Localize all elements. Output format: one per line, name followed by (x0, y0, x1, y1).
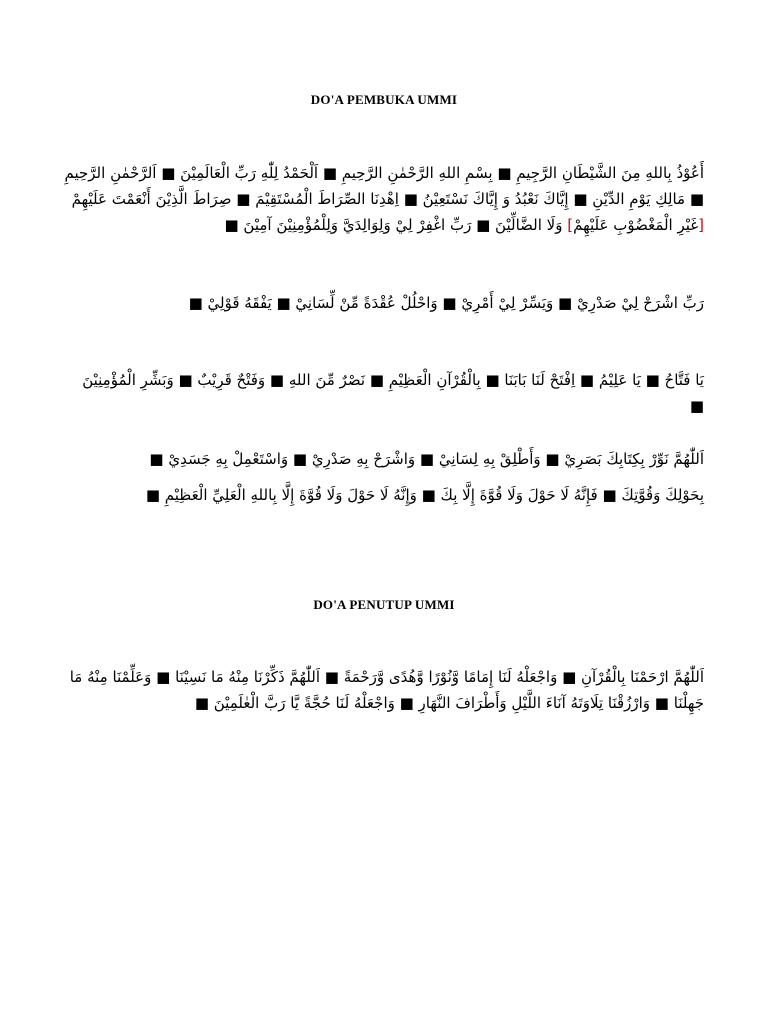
opening-title: DO'A PEMBUKA UMMI (310, 92, 458, 107)
fatiha-bracket-open: [ (698, 216, 704, 234)
fatiha-bracket-close: ] (567, 216, 574, 234)
prayer-rabbi-ishrah: رَبِّ اشْرَحْ لِيْ صَدْرِيْ ■ وَيَسِّرْ لِيْ أَمْرِيْ ■ وَاحْلُلْ عُقْدَةً مِّنْ لِّسَانِيْ ■ يَفْقَهُ قَوْلِيْ ■ (188, 294, 704, 312)
prayer-ya-fattah: يَا فَتَّاحُ ■ يَا عَلِيْمُ ■ اِفْتَحْ لَنَا بَابَنَا ■ بِالْقُرْآنِ الْعَظِيْمِ ■ نَصْرٌ مِّنَ اللهِ ■ وَفَتْحٌ قَرِيْبٌ ■ وَبَشِّرِ الْمُؤْمِنِيْنَ ■ (82, 371, 704, 415)
prayer-allahumma-nawwir-line1: اَللّٰهُمَّ نَوِّرْ بِكِتَابِكَ بَصَرِيْ ■ وَأَطْلِقْ بِهِ لِسَانِيْ ■ وَاشْرَحْ بِهِ صَدْرِيْ ■ وَاسْتَعْمِلْ بِهِ جَسَدِيْ ■ (149, 450, 704, 468)
prayer-allahumma-nawwir-line2: بِحَوْلِكَ وَقُوَّتِكَ ■ فَإِنَّهُ لَا حَوْلَ وَلَا قُوَّةَ إِلَّا بِكَ ■ وَإِنَّهُ لَا حَوْلَ وَلَا قُوَّةَ إِلَّا بِاللهِ الْعَلِيِّ الْعَظِيْمِ ■ (145, 486, 704, 504)
fatiha-bracketed-text: غَيْرِ الْمَغْضُوْبِ عَلَيْهِمْ (573, 216, 699, 234)
fatiha-text-part1: أَعُوْذُ بِاللهِ مِنَ الشَّيْطَانِ الرَّجِيمِ ■ بِسْمِ اللهِ الرَّحْمٰنِ الرَّحِيمِ ■ اَلْحَمْدُ لِلّٰهِ رَبِّ الْعَالَمِيْنَ ■ اَلرَّحْمٰنِ الرَّحِيمِ ■ مَالِكِ يَوْمِ الدِّيْنِ ■ إِيَّاكَ نَعْبُدُ وَ إِيَّاكَ نَسْتَعِيْنُ ■ اِهْدِنَا الصِّرَاطَ الْمُسْتَقِيْمَ ■ صِرَاطَ الَّذِيْنَ أَنْعَمْتَ عَلَيْهِمْ (64, 164, 704, 208)
fatiha-text-part2: وَلَا الضَّالِّيْنَ ■ رَبِّ اغْفِرْ لِيْ وَلِوَالِدَيَّ وَلِلْمُؤْمِنِيْنَ آمِيْنَ ■ (224, 216, 563, 234)
closing-prayer-paragraph: اَللّٰهُمَّ ارْحَمْنَا بِالْقُرْآنِ ■ وَاجْعَلْهُ لَنَا إِمَامًا وَّنُوْرًا وَّهُدًى وَّرَحْمَةً ■ اَللّٰهُمَّ ذَكِّرْنَا مِنْهُ مَا نَسِيْنَا ■ وَعَلِّمْنَا مِنْهُ مَا جَهِلْنَا ■ وَارْزُقْنَا تِلَاوَتَهُ آنَاءَ اللَّيْلِ وَأَطْرَافَ النَّهَارِ ■ وَاجْعَلْهُ لَنَا حُجَّةً يَّا رَبَّ الْعٰلَمِيْنَ ■ (69, 668, 704, 712)
closing-title: DO'A PENUTUP UMMI (313, 597, 455, 612)
opening-fatiha-paragraph (64, 160, 704, 238)
